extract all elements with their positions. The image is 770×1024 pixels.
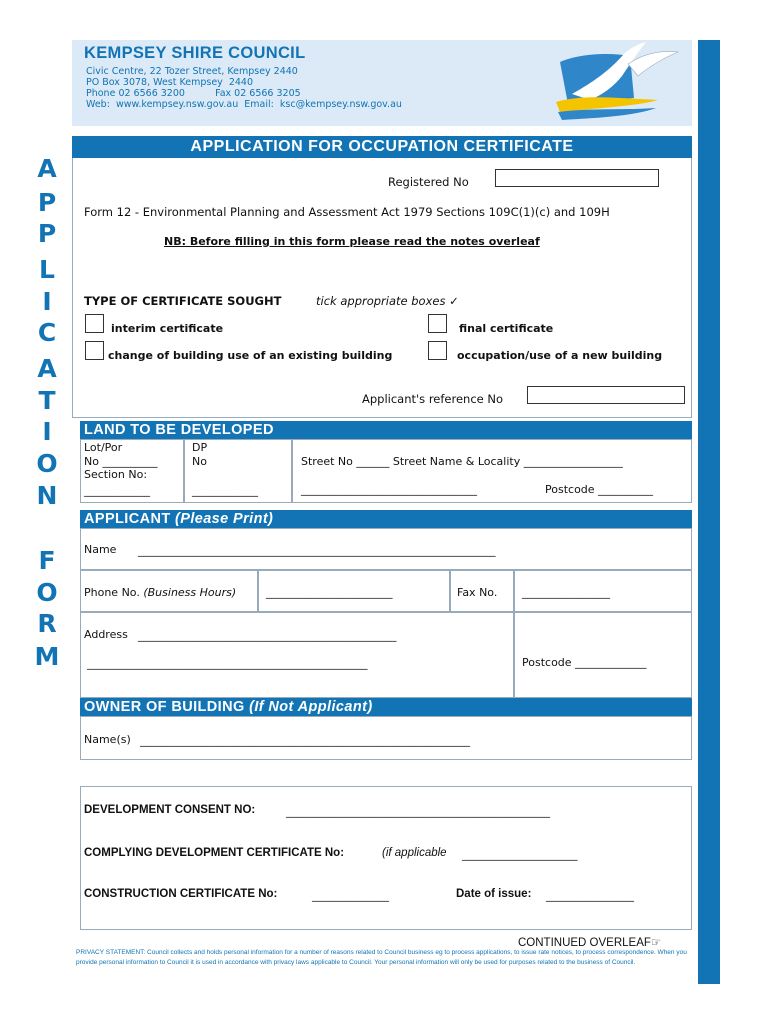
vertical-title-letter: T [38,386,56,415]
section-field[interactable]: ____________ [84,484,150,497]
right-blue-band [698,40,720,984]
vertical-title-letter: O [36,578,58,607]
occupation-label: occupation/use of a new building [457,349,663,362]
address-label: Address [84,628,128,641]
certificate-type-hint: tick appropriate boxes ✓ [316,294,459,308]
interim-label: interim certificate [111,322,224,335]
council-header [72,40,692,126]
lot-label: Lot/Por [84,441,123,454]
address-field-2[interactable]: ___________________________________________________ [87,657,368,670]
phone-label [84,586,236,599]
date-issue-label: Date of issue: [456,888,532,900]
vertical-title-letter: N [36,481,58,510]
dp-field[interactable]: ____________ [192,484,258,497]
vertical-title-letter: C [37,318,57,347]
address-field[interactable]: _______________________________________________ [138,629,397,642]
land-heading: LAND TO BE DEVELOPED [80,421,692,439]
certificate-section [72,158,692,418]
land-postcode-field[interactable]: Postcode __________ [545,483,654,496]
dp-label: DP [192,441,208,454]
council-web: Web: www.kempsey.nsw.gov.au Email: ksc@kempsey.nsw.gov.au [86,99,402,110]
applicant-heading-hint: (Please Print) [175,511,274,527]
postcode-cell [514,612,692,698]
vertical-title-letter: P [37,188,57,217]
owner-heading [80,698,692,716]
complying-label: COMPLYING DEVELOPMENT CERTIFICATE No: [84,847,345,859]
vertical-title-letter: I [42,417,52,446]
vertical-title-letter: L [39,255,55,284]
phone-label-hint: (Business Hours) [143,586,237,599]
construction-field[interactable]: ______________ [312,889,389,902]
complying-field[interactable]: _____________________ [462,848,578,861]
owner-names-label: Name(s) [84,733,131,746]
form-title: APPLICATION FOR OCCUPATION CERTIFICATE [72,136,692,158]
address-cell [80,612,514,698]
lot-no-field[interactable]: No __________ [84,455,158,468]
consent-label: DEVELOPMENT CONSENT NO: [84,804,256,816]
consent-field[interactable]: ________________________________________________ [286,805,550,818]
certificate-type-label: TYPE OF CERTIFICATE SOUGHT [84,294,282,308]
occupation-checkbox[interactable] [428,341,447,360]
vertical-title-letter: A [37,354,57,383]
final-label: final certificate [459,322,554,335]
applicant-heading-text: APPLICANT [84,511,171,527]
locality-field[interactable]: ________________________________ [301,483,477,496]
interim-checkbox[interactable] [85,314,104,333]
change-use-checkbox[interactable] [85,341,104,360]
owner-names-field[interactable]: ____________________________________________________________ [140,734,470,747]
vertical-title-letter: O [36,449,58,478]
vertical-title-letter: M [34,642,60,671]
registered-no-field[interactable] [495,169,659,187]
vertical-title-letter: R [37,609,57,638]
applicant-name-label: Name [84,543,117,556]
applicant-name-field[interactable]: _________________________________________________________________ [138,544,496,557]
owner-heading-text: OWNER OF BUILDING [84,699,245,715]
dp-no-label: No [192,455,207,468]
applicant-heading [80,510,692,528]
vertical-title-letter: A [37,154,57,183]
fax-label: Fax No. [457,586,498,599]
form-reference: Form 12 - Environmental Planning and Assessment Act 1979 Sections 109C(1)(c) and 109H [84,205,610,219]
phone-label-text: Phone No. [84,586,140,599]
council-name: KEMPSEY SHIRE COUNCIL [84,44,306,62]
applicant-ref-label: Applicant's reference No [362,392,504,406]
nb-notice: NB: Before filling in this form please read the notes overleaf [164,235,540,248]
vertical-title-letter: P [37,219,57,248]
council-logo [538,42,688,124]
council-address-1: Civic Centre, 22 Tozer Street, Kempsey 2440 [86,66,298,77]
phone-field[interactable]: _______________________ [266,586,393,599]
street-field[interactable]: Street No ______ Street Name & Locality __________________ [301,455,623,468]
council-phone: Phone 02 6566 3200 Fax 02 6566 3205 [86,88,301,99]
section-label: Section No: [84,468,148,481]
fax-field[interactable]: ________________ [522,586,610,599]
applicant-ref-field[interactable] [527,386,685,404]
left-margin [22,42,72,982]
registered-no-label: Registered No [388,175,469,189]
vertical-title-letter: I [42,287,52,316]
final-checkbox[interactable] [428,314,447,333]
council-address-2: PO Box 3078, West Kempsey 2440 [86,77,254,88]
applicant-postcode-field[interactable]: Postcode _____________ [522,656,647,669]
owner-heading-hint: (If Not Applicant) [249,699,373,715]
continued-overleaf: CONTINUED OVERLEAF☞ [518,937,662,949]
privacy-statement: PRIVACY STATEMENT: Council collects and holds personal information for a number of reasons related to Council business eg to process applications, to issue rate notices, to process correspondence. When you provide personal information to Council it is used in accordance with privacy laws applicable to Council. Your personal information will only be used for purposes related to the business of Council. [76,949,687,966]
construction-label: CONSTRUCTION CERTIFICATE No: [84,888,278,900]
change-use-label: change of building use of an existing building [108,349,393,362]
complying-hint: (if applicable [382,847,447,859]
vertical-title-letter: F [38,546,56,575]
date-issue-field[interactable]: ________________ [546,889,634,902]
